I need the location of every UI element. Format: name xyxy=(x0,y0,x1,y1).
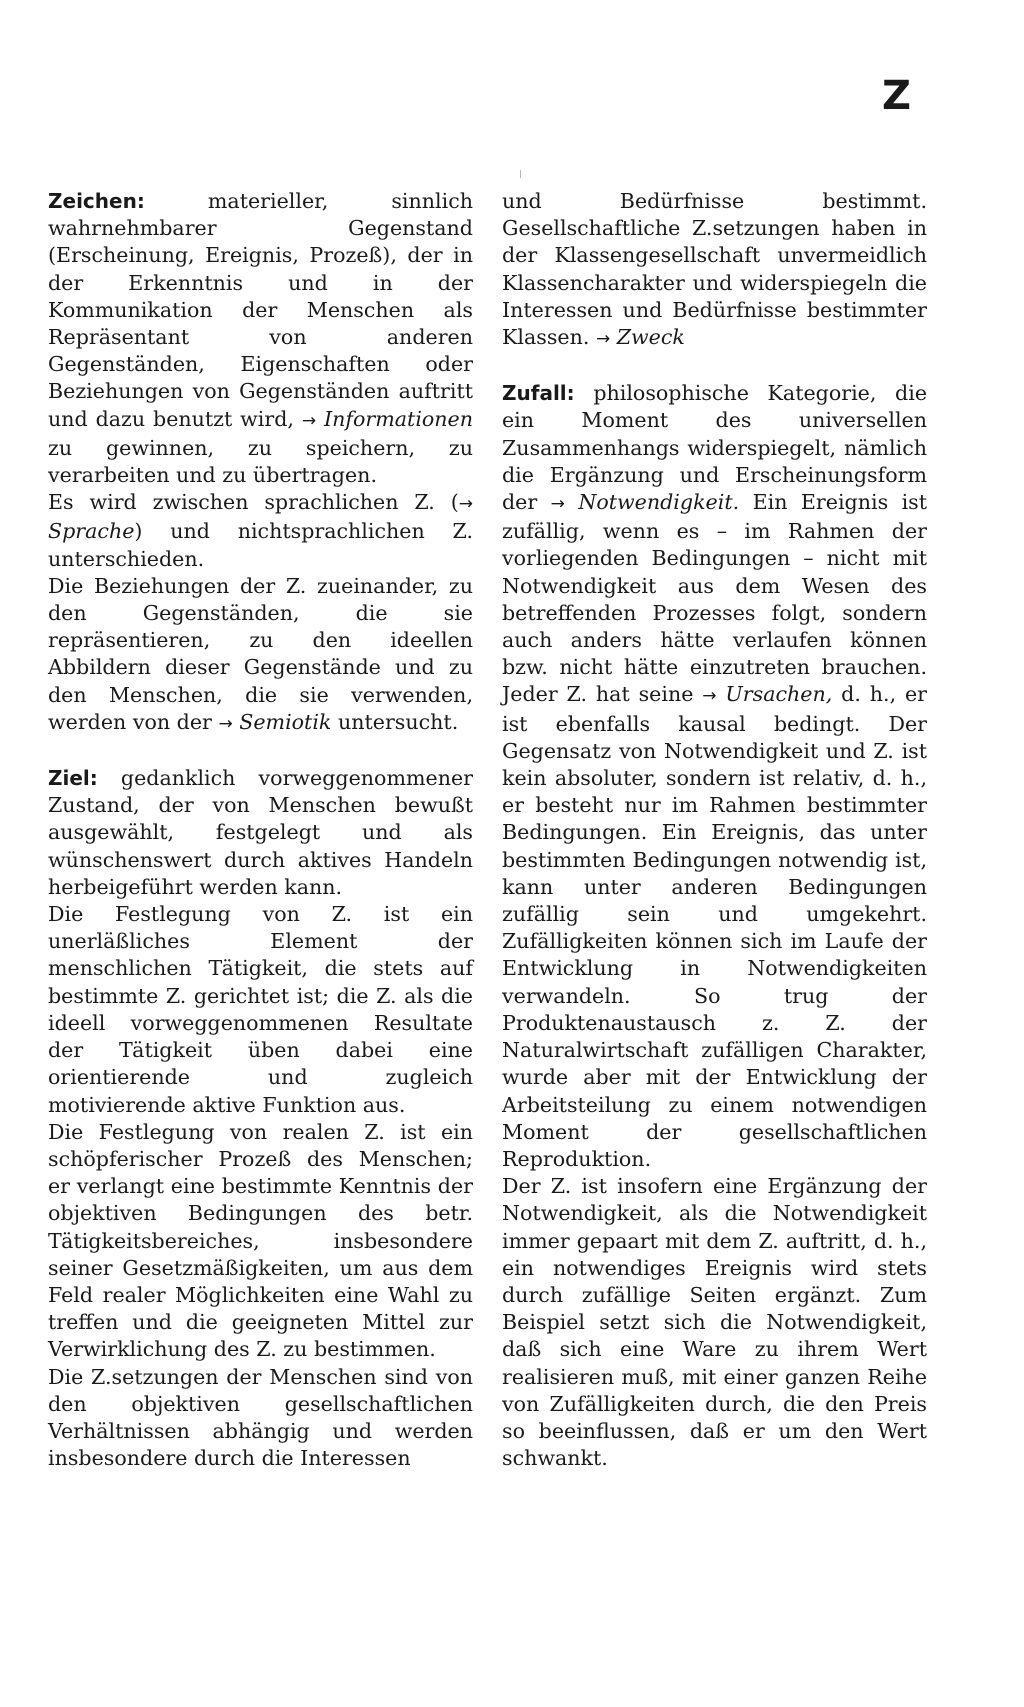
zufall-text-1b: Ein Ereignis ist zufällig, wenn es – im Rahmen der vorliegenden Bedingungen – nicht mit Notwendigkeit aus dem Wesen des betreffenden Prozesses folgt, sondern auch anders hätte verlaufen können bzw. nicht hätte einzutreten brauchen. Jeder Z. hat seine xyxy=(502,490,928,707)
ziel-paragraph-2: Die Festlegung von Z. ist ein unerläßliches Element der menschlichen Tätigkeit, die stets auf bestimmte Z. gerichtet ist; die Z. als die ideell vorweggenommenen Resultate der Tätigkeit üben dabei eine orientierende und zugleich motivierende aktive Funktion aus. xyxy=(48,902,473,1117)
headword-zufall: Zufall: xyxy=(502,381,575,406)
ziel-paragraph-1 xyxy=(48,765,473,901)
cross-reference-arrow-icon: → xyxy=(218,713,233,734)
column-divider-mark xyxy=(520,170,521,178)
cross-reference-arrow-icon: → xyxy=(301,410,317,431)
zeichen-text-1b: zu gewinnen, zu speichern, zu verarbeiten und zu übertragen. xyxy=(48,435,473,488)
left-column xyxy=(48,188,473,1472)
headword-zeichen: Zeichen: xyxy=(48,189,145,213)
cross-reference-informationen[interactable]: Informationen xyxy=(323,406,474,431)
ziel-text-1: gedanklich vorweggenommener Zustand, der von Menschen bewußt ausgewählt, festgelegt und als wünschenswert durch aktives Handeln herbeigeführt werden kann. xyxy=(48,766,473,899)
cross-reference-arrow-icon: → xyxy=(550,494,565,515)
zeichen-paragraph-2 xyxy=(48,489,473,573)
entry-zeichen xyxy=(48,188,473,738)
zeichen-text-2b: ) und nichtsprachlichen Z. unterschieden. xyxy=(48,519,473,571)
page-letter: Z xyxy=(882,73,912,119)
cross-reference-arrow-icon: → xyxy=(595,329,611,350)
entry-ziel-continued xyxy=(502,188,927,353)
ziel-text-4b: und Bedürfnisse bestimmt. Gesellschaftliche Z.setzungen haben in der Klassengesellschaft unvermeidlich Klassencharakter und widerspiegeln die Interessen und Bedürfnisse bestimmter Klassen. xyxy=(502,189,927,350)
cross-reference-ursachen[interactable]: Ursachen, xyxy=(725,682,833,707)
zufall-paragraph-2: Der Z. ist insofern eine Ergänzung der Notwendigkeit, als die Notwendigkeit immer gepaart mit dem Z. auftritt, d. h., ein notwendiges Ereignis wird stets durch zufällige Seiten ergänzt. Zum Beispiel setzt sich die Notwendigkeit, daß sich eine Ware zu ihrem Wert realisieren muß, mit einer ganzen Reihe von Zufälligkeiten durch, die den Preis so beeinflussen, daß er um den Wert schwankt. xyxy=(502,1174,927,1471)
ziel-paragraph-4-end xyxy=(502,188,927,353)
cross-reference-notwendigkeit[interactable]: Notwendigkeit. xyxy=(578,490,740,515)
right-column xyxy=(502,188,927,1472)
zeichen-text-3b: untersucht. xyxy=(337,709,459,734)
ziel-paragraph-4-start: Die Z.setzungen der Menschen sind von den objektiven gesellschaftlichen Verhältnissen abhängig und werden insbesondere durch die Interessen xyxy=(48,1364,473,1471)
ziel-paragraph-3: Die Festlegung von realen Z. ist ein schöpferischer Prozeß des Menschen; er verlangt eine bestimmte Kenntnis der objektiven Bedingungen des betr. Tätigkeitsbereiches, insbesondere seiner Gesetzmäßigkeiten, um aus dem Feld realer Möglichkeiten eine Wahl zu treffen und die geeigneten Mittel zur Verwirklichung des Z. zu bestimmen. xyxy=(48,1119,473,1362)
cross-reference-zweck[interactable]: Zweck xyxy=(616,325,685,350)
zufall-text-1c: d. h., er ist ebenfalls kausal bedingt. Der Gegensatz von Notwendigkeit und Z. ist kein absoluter, sondern ist relativ, d. h., er besteht nur im Rahmen bestimmter Bedingungen. Ein Ereignis, das unter bestimmten Bedingungen notwendig ist, kann unter anderen Bedingungen zufällig sein und umgekehrt. Zufälligkeiten können sich im Laufe der Entwicklung in Notwendigkeiten verwandeln. So trug der Produktenaustausch z. Z. der Naturalwirtschaft zufälligen Charakter, wurde aber mit der Entwicklung der Arbeitsteilung zu einem notwendigen Moment der gesellschaftlichen Reproduktion. xyxy=(502,682,928,1171)
zeichen-text-2a: Es wird zwischen sprachlichen Z. ( xyxy=(48,490,459,515)
zeichen-paragraph-3 xyxy=(48,573,473,738)
entry-zufall xyxy=(502,380,927,1472)
zeichen-text-1a: materieller, sinnlich wahrnehmbarer Gegenstand (Erscheinung, Ereignis, Prozeß), der in der Erkenntnis und in der Kommunikation der Menschen als Repräsentant von anderen Gegenständen, Eigenschaften oder Beziehungen von Gegenständen auftritt und dazu benutzt wird, xyxy=(48,189,474,431)
cross-reference-semiotik[interactable]: Semiotik xyxy=(239,709,332,734)
zufall-text-1a: philosophische Kategorie, die ein Moment des universellen Zusammenhangs widerspiegelt, nämlich die Ergänzung und Erscheinungsform der xyxy=(502,381,927,515)
zeichen-text-3a: Die Beziehungen der Z. zueinander, zu den Gegenständen, die sie repräsentieren, zu den ideellen Abbildern dieser Gegenstände und zu den Menschen, die sie verwenden, werden von der xyxy=(48,573,473,734)
entry-ziel xyxy=(48,765,473,1472)
cross-reference-arrow-icon: → xyxy=(702,686,717,707)
cross-reference-arrow-icon: → xyxy=(458,494,473,515)
zeichen-paragraph-1 xyxy=(48,188,473,489)
cross-reference-sprache[interactable]: Sprache xyxy=(48,519,135,544)
zufall-paragraph-1 xyxy=(502,380,927,1173)
headword-ziel: Ziel: xyxy=(48,766,98,791)
